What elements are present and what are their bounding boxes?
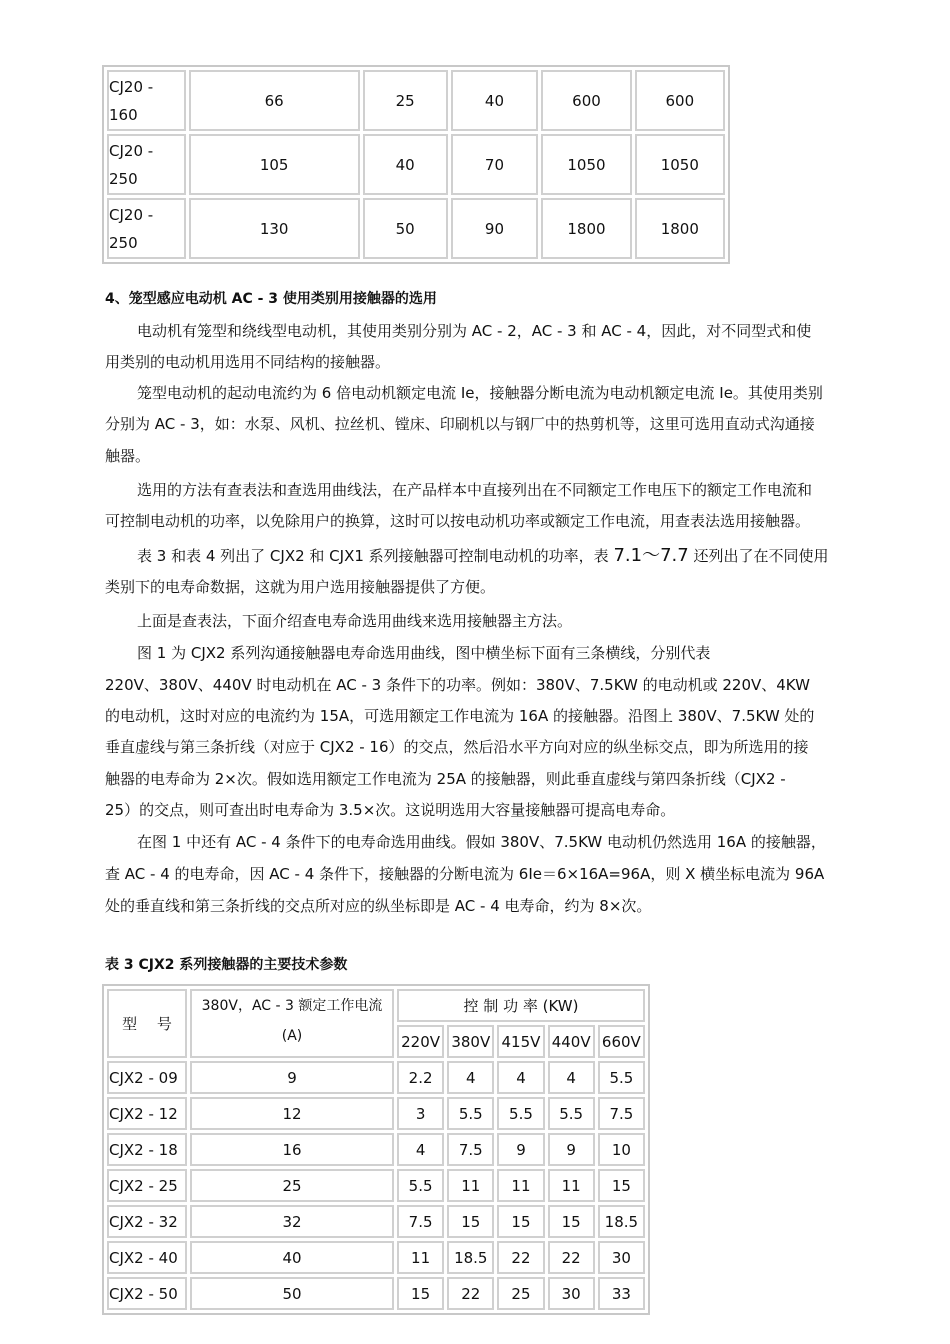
model-cell: CJ20 - 250	[107, 198, 186, 259]
paragraph-line: 上面是查表法，下面介绍查电寿命选用曲线来选用接触器主方法。	[137, 612, 573, 630]
table-cell: 105	[189, 134, 360, 195]
section-heading: 4、笼型感应电动机 AC - 3 使用类别用接触器的选用	[105, 291, 437, 307]
table-cell: 1050	[635, 134, 725, 195]
model-cell: CJX2 - 25	[107, 1169, 187, 1202]
paragraph-line: 笼型电动机的起动电流约为 6 倍电动机额定电流 Ie，接触器分断电流为电动机额定电流 Ie。其使用类别	[137, 384, 823, 402]
header-power: 控 制 功 率 (KW)	[397, 989, 645, 1022]
table-cell: 11	[447, 1169, 494, 1202]
table-cell: 1800	[635, 198, 725, 259]
table-cell: 9	[548, 1133, 595, 1166]
model-cell: CJX2 - 32	[107, 1205, 187, 1238]
text: 表 3 和表 4 列出了 CJX2 和 CJX1 系列接触器可控制电动机的功率，表	[137, 547, 609, 565]
table-cell: 5.5	[548, 1097, 595, 1130]
table-cell: 5.5	[497, 1097, 544, 1130]
table-cell: 32	[190, 1205, 394, 1238]
paragraph-line: 分别为 AC - 3，如：水泵、风机、拉丝机、镗床、印刷机以与钢厂中的热剪机等，这里可选用直动式沟通接	[105, 415, 815, 433]
table-row	[107, 70, 725, 131]
model-cell: CJ20 - 160	[107, 70, 186, 131]
table-cell: 15	[598, 1169, 645, 1202]
table-cell: 25	[363, 70, 448, 131]
table-cell: 22	[548, 1241, 595, 1274]
table-cell: 600	[541, 70, 631, 131]
table-cell: 90	[451, 198, 539, 259]
model-cell: CJ20 - 250	[107, 134, 186, 195]
table-cell: 11	[548, 1169, 595, 1202]
table-cell: 4	[548, 1061, 595, 1094]
voltage-header: 440V	[548, 1025, 595, 1058]
table-cell: 22	[447, 1277, 494, 1310]
table3-title: 表 3 CJX2 系列接触器的主要技术参数	[105, 957, 348, 973]
table-cell: 12	[190, 1097, 394, 1130]
paragraph-line: 选用的方法有查表法和查选用曲线法，在产品样本中直接列出在不同额定工作电压下的额定工作电流和	[137, 481, 813, 499]
table-cell: 22	[497, 1241, 544, 1274]
table-cell: 40	[451, 70, 539, 131]
table-cell: 66	[189, 70, 360, 131]
table-cell: 11	[397, 1241, 444, 1274]
table-cell: 30	[598, 1241, 645, 1274]
paragraph-line: 可控制电动机的功率，以免除用户的换算，这时可以按电动机功率或额定工作电流，用查表法选用接触器。	[105, 512, 811, 530]
table-cell: 9	[497, 1133, 544, 1166]
table-row	[107, 1241, 645, 1274]
model-cell: CJX2 - 50	[107, 1277, 187, 1310]
table-cell: 70	[451, 134, 539, 195]
paragraph-line: 电动机有笼型和绕线型电动机，其使用类别分别为 AC - 2，AC - 3 和 AC - 4，因此，对不同型式和使	[137, 322, 812, 340]
table-cell: 15	[447, 1205, 494, 1238]
table-cell: 16	[190, 1133, 394, 1166]
table-cell: 11	[497, 1169, 544, 1202]
paragraph-line: 类别下的电寿命数据，这就为用户选用接触器提供了方便。	[105, 578, 496, 596]
model-cell: CJX2 - 09	[107, 1061, 187, 1094]
paragraph-line: 触器。	[105, 447, 151, 465]
table-row	[107, 1277, 645, 1310]
table-cell: 7.5	[598, 1097, 645, 1130]
table-cell: 1050	[541, 134, 631, 195]
voltage-header: 415V	[497, 1025, 544, 1058]
table-cell: 15	[397, 1277, 444, 1310]
table-cell: 18.5	[447, 1241, 494, 1274]
table-cell: 2.2	[397, 1061, 444, 1094]
voltage-header: 660V	[598, 1025, 645, 1058]
table-cell: 7.5	[447, 1133, 494, 1166]
table-cell: 5.5	[598, 1061, 645, 1094]
paragraph-line: 在图 1 中还有 AC - 4 条件下的电寿命选用曲线。假如 380V、7.5KW 电动机仍然选用 16A 的接触器，	[137, 833, 826, 851]
table-cell: 7.5	[397, 1205, 444, 1238]
table-cell: 50	[190, 1277, 394, 1310]
table-cell: 3	[397, 1097, 444, 1130]
table-row	[107, 1061, 645, 1094]
text: 还列出了在不同使用	[693, 547, 829, 565]
table-cell: 4	[447, 1061, 494, 1094]
table-cell: 4	[497, 1061, 544, 1094]
table-cell: 30	[548, 1277, 595, 1310]
table-row	[107, 1097, 645, 1130]
table-row	[107, 1133, 645, 1166]
model-cell: CJX2 - 12	[107, 1097, 187, 1130]
table-cell: 5.5	[447, 1097, 494, 1130]
table-row	[107, 198, 725, 259]
header-current-unit: (A)	[281, 1028, 303, 1044]
paragraph-line: 25）的交点，则可查出时电寿命为 3.5×次。这说明选用大容量接触器可提高电寿命。	[105, 801, 676, 819]
model-cell: CJX2 - 40	[107, 1241, 187, 1274]
text: 7.1～7.7	[613, 545, 689, 566]
table-cell: 25	[497, 1277, 544, 1310]
header-model: 型 号	[107, 989, 187, 1058]
table-cell: 40	[190, 1241, 394, 1274]
table-cell: 40	[363, 134, 448, 195]
table-cell: 5.5	[397, 1169, 444, 1202]
paragraph-line: 处的垂直线和第三条折线的交点所对应的纵坐标即是 AC - 4 电寿命，约为 8×次。	[105, 897, 652, 915]
voltage-header: 220V	[397, 1025, 444, 1058]
table-cell: 25	[190, 1169, 394, 1202]
header-current-label: 380V，AC - 3 额定工作电流	[201, 998, 383, 1014]
table-cell: 9	[190, 1061, 394, 1094]
table-cell: 33	[598, 1277, 645, 1310]
table-cell: 10	[598, 1133, 645, 1166]
contactor-table-cjx2	[102, 984, 650, 1315]
header-current	[190, 989, 394, 1058]
table-row	[107, 1169, 645, 1202]
contactor-table-cj20	[102, 65, 730, 264]
model-cell: CJX2 - 18	[107, 1133, 187, 1166]
paragraph-line: 查 AC - 4 的电寿命，因 AC - 4 条件下，接触器的分断电流为 6Ie＝6×16A=96A，则 X 横坐标电流为 96A	[105, 865, 825, 883]
paragraph-line: 220V、380V、440V 时电动机在 AC - 3 条件下的功率。例如：380V、7.5KW 的电动机或 220V、4KW	[105, 676, 810, 694]
paragraph-line: 触器的电寿命为 2×次。假如选用额定工作电流为 25A 的接触器，则此垂直虚线与第四条折线（CJX2 -	[105, 770, 786, 788]
table-cell: 130	[189, 198, 360, 259]
paragraph-line: 的电动机，这时对应的电流约为 15A，可选用额定工作电流为 16A 的接触器。沿图上 380V、7.5KW 处的	[105, 707, 815, 725]
table-row	[107, 1205, 645, 1238]
voltage-header: 380V	[447, 1025, 494, 1058]
table-cell: 15	[497, 1205, 544, 1238]
paragraph-line	[137, 546, 829, 566]
table-cell: 15	[548, 1205, 595, 1238]
paragraph-line: 用类别的电动机用选用不同结构的接触器。	[105, 353, 391, 371]
table-cell: 4	[397, 1133, 444, 1166]
table-cell: 1800	[541, 198, 631, 259]
paragraph-line: 垂直虚线与第三条折线（对应于 CJX2 - 16）的交点，然后沿水平方向对应的纵坐标交点，即为所选用的接	[105, 738, 809, 756]
table-row	[107, 134, 725, 195]
table-cell: 600	[635, 70, 725, 131]
paragraph-line: 图 1 为 CJX2 系列沟通接触器电寿命选用曲线，图中横坐标下面有三条横线，分别代表	[137, 644, 711, 662]
table-cell: 50	[363, 198, 448, 259]
table-cell: 18.5	[598, 1205, 645, 1238]
